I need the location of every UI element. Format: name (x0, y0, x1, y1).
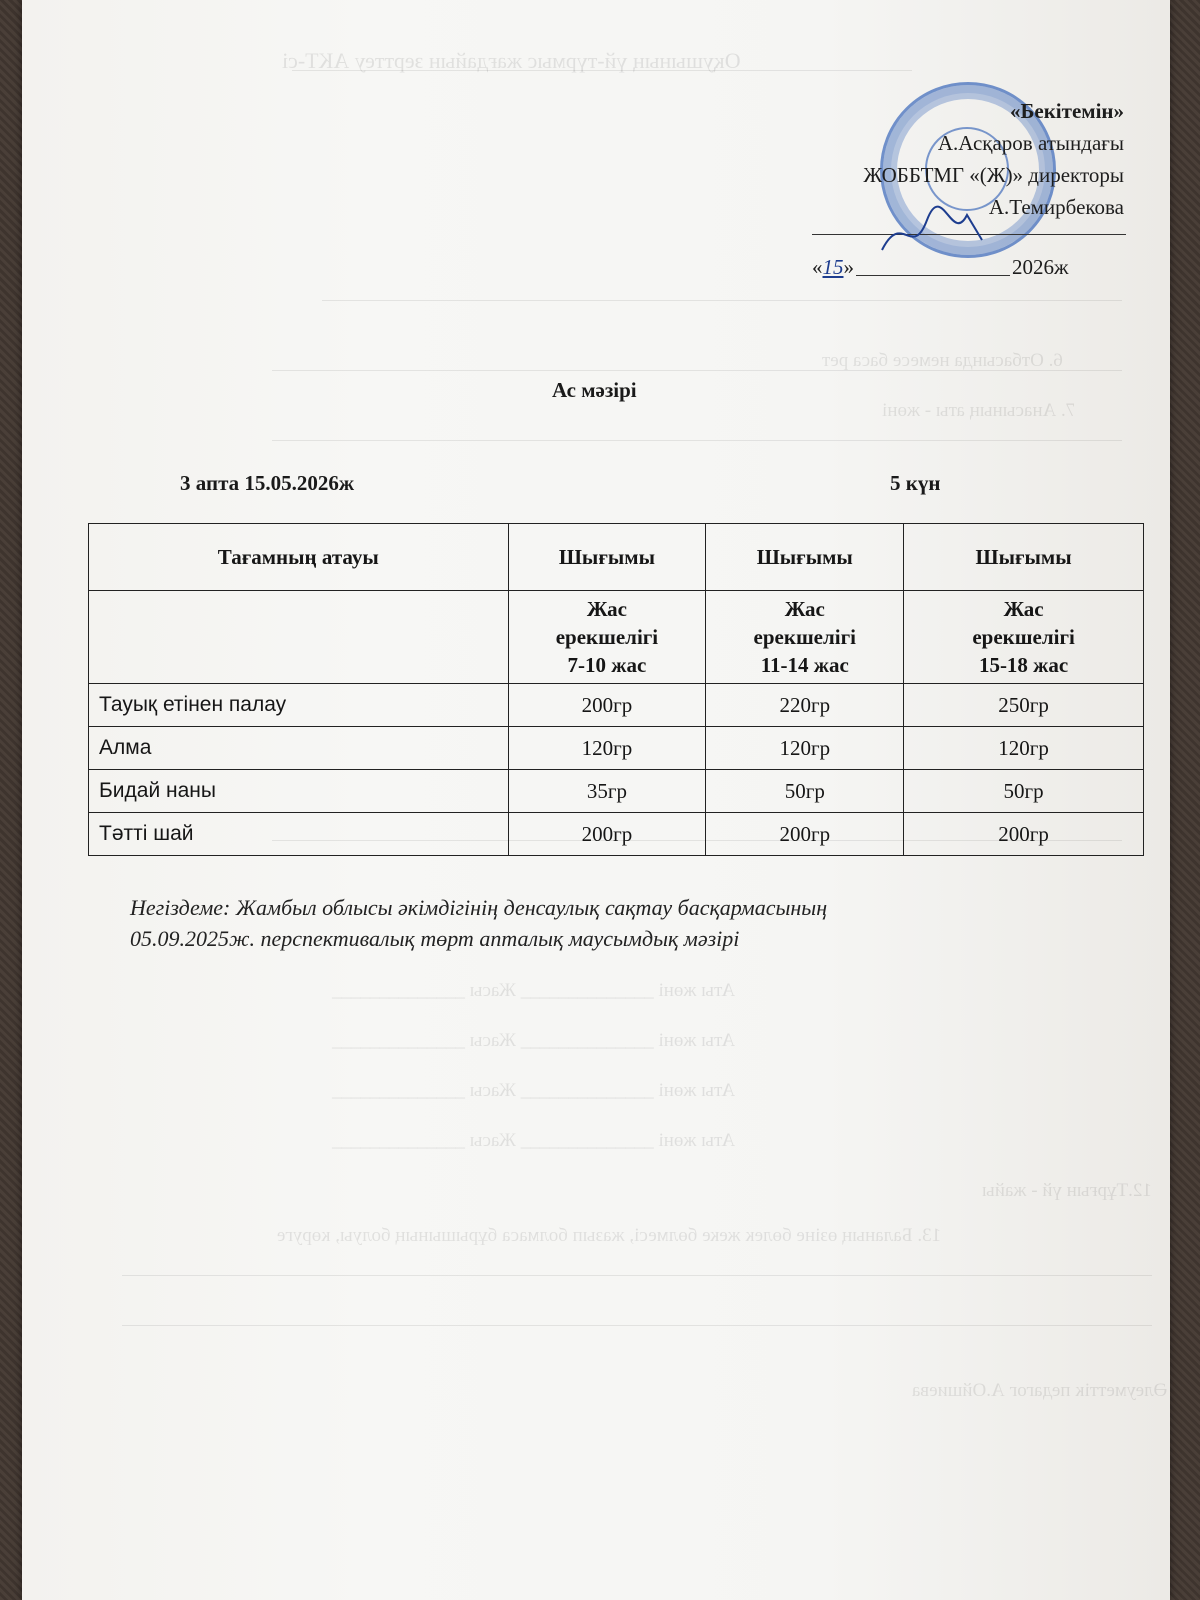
empty-cell (89, 591, 509, 684)
show-through-line (122, 1325, 1152, 1326)
show-through-text: Оқушының үй-түрмыс жағдайын зерттеу АКТ-сі (282, 48, 741, 73)
show-through-text: 13. Баланың өзіне бөлек жеке бөлмесі, жазып болмаса бұрышының болуы, көруге (277, 1225, 942, 1246)
day-number: 5 күн (890, 471, 941, 495)
portion-7-10: 35гр (508, 770, 706, 813)
age-group-row (89, 591, 1144, 684)
age-group-2: Жас ерекшелігі 11-14 жас (706, 591, 904, 684)
portion-11-14: 50гр (706, 770, 904, 813)
menu-table (88, 523, 1144, 856)
portion-11-14: 220гр (706, 684, 904, 727)
week-date: 3 апта 15.05.2026ж (180, 471, 355, 495)
table-header-row (89, 524, 1144, 591)
show-through-text: Аты жөні ______________ Жасы ______________ (332, 980, 736, 1001)
show-through-text: 12.Тұрғын үй - жайы (982, 1180, 1152, 1201)
portion-15-18: 120гр (904, 727, 1144, 770)
dish-name: Тәтті шай (89, 813, 509, 856)
dish-name: Тауық етінен палау (89, 684, 509, 727)
show-through-line (322, 300, 1122, 301)
show-through-text: Аты жөні ______________ Жасы ______________ (332, 1030, 736, 1051)
show-through-text: Әлеуметтік педагог А.Ойшиева (912, 1380, 1168, 1401)
show-through-line (122, 1275, 1152, 1276)
dish-name: Бидай наны (89, 770, 509, 813)
portion-15-18: 50гр (904, 770, 1144, 813)
approval-date: «15» 2026ж (812, 255, 1069, 279)
portion-7-10: 200гр (508, 684, 706, 727)
show-through-text: Аты жөні ______________ Жасы ______________ (332, 1130, 736, 1151)
show-through-line (292, 70, 912, 71)
age-group-3: Жас ерекшелігі 15-18 жас (904, 591, 1144, 684)
signature (872, 200, 992, 260)
show-through-text: Аты жөні ______________ Жасы ______________ (332, 1080, 736, 1101)
basis-note-line1: Негіздеме: Жамбыл облысы әкімдігінің денсаулық сақтау басқармасының (130, 895, 828, 920)
header-yield: Шығымы (706, 524, 904, 591)
approval-year: 2026ж (1012, 255, 1069, 279)
approval-name: А.Темирбекова (988, 195, 1124, 219)
header-dish-name: Тағамның атауы (89, 524, 509, 591)
portion-11-14: 120гр (706, 727, 904, 770)
age-group-1: Жас ерекшелігі 7-10 жас (508, 591, 706, 684)
header-yield: Шығымы (508, 524, 706, 591)
page-title: Ас мәзірі (552, 378, 637, 402)
approval-position: ЖОББТМГ «(Ж)» директоры (863, 163, 1124, 187)
show-through-text: 7. Анасының аты - жөні (882, 400, 1076, 421)
approval-header: «Бекітемін» (1009, 99, 1124, 123)
portion-15-18: 200гр (904, 813, 1144, 856)
dish-name: Алма (89, 727, 509, 770)
portion-7-10: 200гр (508, 813, 706, 856)
table-row (89, 727, 1144, 770)
show-through-line (272, 440, 1122, 441)
portion-11-14: 200гр (706, 813, 904, 856)
approval-day: 15 (822, 255, 844, 279)
show-through-text: 6. Отбасында немесе баса рет (822, 350, 1063, 371)
header-yield: Шығымы (904, 524, 1144, 591)
approval-school: А.Асқаров атындағы (937, 131, 1124, 155)
table-row (89, 684, 1144, 727)
table-row (89, 813, 1144, 856)
document-page (22, 0, 1170, 1600)
portion-7-10: 120гр (508, 727, 706, 770)
basis-note-line2: 05.09.2025ж. перспективалық төрт апталық маусымдық мәзірі (130, 926, 740, 951)
table-row (89, 770, 1144, 813)
portion-15-18: 250гр (904, 684, 1144, 727)
